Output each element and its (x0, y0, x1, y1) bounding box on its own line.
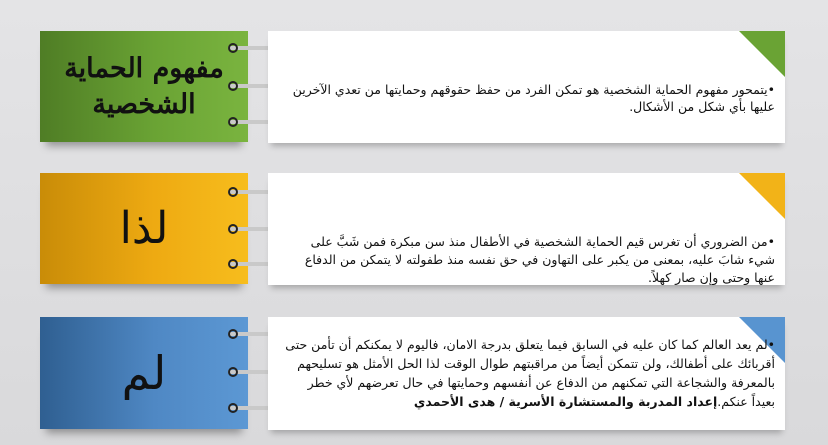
why-text (285, 335, 775, 411)
why-body: •لم يعد العالم كما كان عليه في السابق فيما يتعلق بدرجة الامان، فاليوم لا يمكنكم أن تأمن حتى أقربائك على أطفالك، ولن تتمكن أيضاً من مراقبتهم طوال الوقت لذا الحل الأمثل هو تسليحهم بالمعرفة والشجاعة التي تمكنهم من الدفاع عن أنفسهم وحمايتها في حال تعرضهم لأي خطر بعيداً عنكم. (285, 337, 775, 409)
ring-icon (228, 403, 238, 413)
ring-icon (228, 187, 238, 197)
why-card (268, 317, 785, 430)
ring-icon (228, 81, 238, 91)
therefore-title: لذا (119, 203, 169, 254)
ring-icon (228, 224, 238, 234)
ring-icon (228, 117, 238, 127)
concept-text: •يتمحور مفهوم الحماية الشخصية هو تمكن الفرد من حفظ حقوقهم وحمايتها من تعدي الآخرين عليها بأي شكل من الأشكال. (292, 82, 775, 114)
concept-card (268, 31, 785, 143)
therefore-row (0, 162, 828, 285)
author-credit: إعداد المدربة والمستشارة الأسرية / هدى الأحمدي (413, 394, 718, 409)
concept-tab (40, 31, 248, 142)
why-tab (40, 317, 248, 429)
why-title: لم (121, 346, 167, 400)
ring-icon (228, 367, 238, 377)
concept-title: مفهوم الحماية الشخصية (64, 52, 224, 120)
corner-fold-icon (739, 173, 785, 219)
therefore-text: •من الضروري أن تغرس قيم الحماية الشخصية في الأطفال منذ سن مبكرة فمن شَبَّ على شيء شابَ عليه، بمعنى من يكبر على التهاون في حق نفسه منذ طفولته لا يتمكن من الدفاع عنها وحتى وإن صار كهلاً. (304, 234, 775, 285)
ring-icon (228, 329, 238, 339)
concept-row (0, 20, 828, 140)
therefore-card (268, 173, 785, 285)
why-row (0, 308, 828, 428)
ring-icon (228, 259, 238, 269)
therefore-tab (40, 173, 248, 284)
corner-fold-icon (739, 31, 785, 77)
ring-icon (228, 43, 238, 53)
